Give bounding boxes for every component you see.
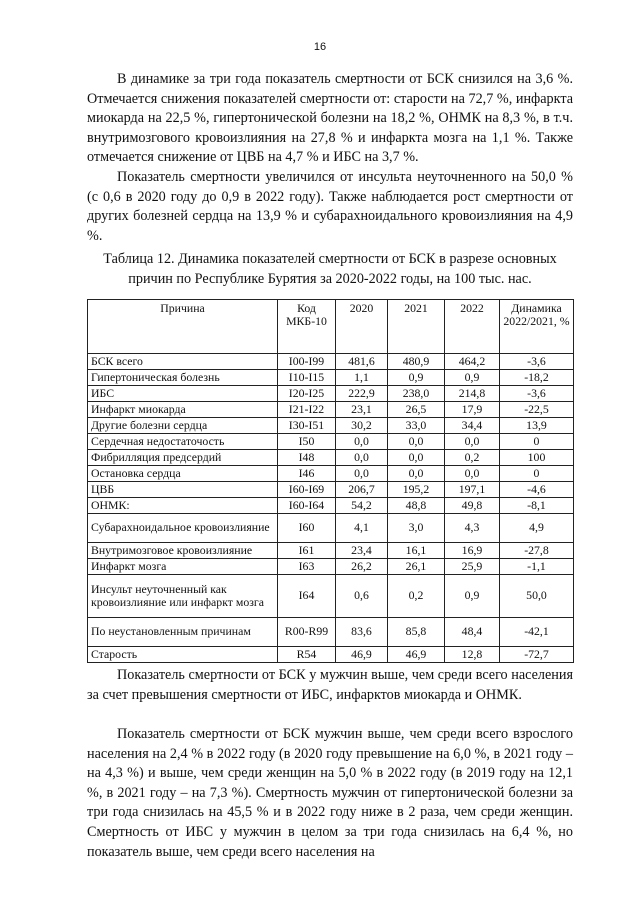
- cell-2022: 0,2: [445, 450, 500, 466]
- table-row: [88, 418, 574, 434]
- cell-icd-code: I60: [278, 514, 336, 543]
- cell-cause: Субарахноидальное кровоизлияние: [88, 514, 278, 543]
- cell-icd-code: I00-I99: [278, 354, 336, 370]
- cell-cause: ЦВБ: [88, 482, 278, 498]
- cell-2022: 464,2: [445, 354, 500, 370]
- table-row: [88, 450, 574, 466]
- cell-2021: 16,1: [388, 543, 445, 559]
- cell-cause: Остановка сердца: [88, 466, 278, 482]
- cell-2022: 16,9: [445, 543, 500, 559]
- cell-icd-code: I10-I15: [278, 370, 336, 386]
- table-row: [88, 514, 574, 543]
- paragraph-mortality-decrease: В динамике за три года показатель смертности от БСК снизился на 3,6 %. Отмечается снижения показателей смертности от: старости на 72,7 %, инфаркта миокарда на 22,5 %, гипертонической болезни на 18,2 %, ОНМК на 8,3 %, в т.ч. внутримозгового кровоизлияния на 27,8 % и инфаркта мозга на 1,1 %. Также отмечается снижение от ЦВБ на 4,7 % и ИБС на 3,7 %.: [87, 71, 573, 166]
- cell-cause: Внутримозговое кровоизлияние: [88, 543, 278, 559]
- table-row: [88, 559, 574, 575]
- table-row: [88, 543, 574, 559]
- paragraph-men-mortality: Показатель смертности от БСК у мужчин выше, чем среди всего населения за счет превышения смертности от ИБС, инфарктов миокарда и ОНМК.: [87, 667, 573, 703]
- cell-icd-code: R00-R99: [278, 618, 336, 647]
- table-row: [88, 402, 574, 418]
- cell-dynamics: 4,9: [500, 514, 574, 543]
- cell-icd-code: I63: [278, 559, 336, 575]
- cell-2020: 83,6: [336, 618, 388, 647]
- header-2022: 2022: [445, 300, 500, 354]
- cell-2021: 195,2: [388, 482, 445, 498]
- table-row: [88, 575, 574, 618]
- cell-2020: 23,4: [336, 543, 388, 559]
- cell-2020: 0,0: [336, 434, 388, 450]
- cell-2022: 0,9: [445, 370, 500, 386]
- cell-2022: 34,4: [445, 418, 500, 434]
- table-row: [88, 434, 574, 450]
- table-row: [88, 370, 574, 386]
- cell-dynamics: 13,9: [500, 418, 574, 434]
- cell-icd-code: I64: [278, 575, 336, 618]
- cell-2022: 12,8: [445, 647, 500, 663]
- cell-icd-code: I46: [278, 466, 336, 482]
- cell-2021: 238,0: [388, 386, 445, 402]
- cell-2022: 17,9: [445, 402, 500, 418]
- page-number: 16: [313, 41, 327, 53]
- cell-2021: 0,0: [388, 434, 445, 450]
- cell-2022: 0,0: [445, 434, 500, 450]
- header-dynamics: Динамика 2022/2021, %: [500, 300, 574, 354]
- cell-2021: 33,0: [388, 418, 445, 434]
- cell-icd-code: I61: [278, 543, 336, 559]
- table-row: [88, 647, 574, 663]
- table-row: [88, 466, 574, 482]
- cell-2020: 26,2: [336, 559, 388, 575]
- cell-2021: 0,9: [388, 370, 445, 386]
- cell-icd-code: I21-I22: [278, 402, 336, 418]
- cell-2020: 0,0: [336, 466, 388, 482]
- cell-cause: Сердечная недостаточость: [88, 434, 278, 450]
- cell-2021: 85,8: [388, 618, 445, 647]
- cell-2022: 4,3: [445, 514, 500, 543]
- cell-2020: 1,1: [336, 370, 388, 386]
- cell-2021: 48,8: [388, 498, 445, 514]
- cell-2022: 48,4: [445, 618, 500, 647]
- cell-icd-code: I60-I69: [278, 482, 336, 498]
- table-row: [88, 618, 574, 647]
- cell-2022: 197,1: [445, 482, 500, 498]
- cell-cause: Фибрилляция предсердий: [88, 450, 278, 466]
- cell-dynamics: -22,5: [500, 402, 574, 418]
- cell-2021: 0,2: [388, 575, 445, 618]
- cell-dynamics: -72,7: [500, 647, 574, 663]
- cell-2022: 49,8: [445, 498, 500, 514]
- cell-cause: ИБС: [88, 386, 278, 402]
- cell-icd-code: R54: [278, 647, 336, 663]
- cell-2020: 23,1: [336, 402, 388, 418]
- cell-2020: 0,6: [336, 575, 388, 618]
- cell-dynamics: -8,1: [500, 498, 574, 514]
- cell-2020: 481,6: [336, 354, 388, 370]
- table-row: [88, 482, 574, 498]
- cell-2022: 214,8: [445, 386, 500, 402]
- cell-cause: БСК всего: [88, 354, 278, 370]
- cell-dynamics: 0: [500, 434, 574, 450]
- cell-2020: 222,9: [336, 386, 388, 402]
- cell-2021: 26,5: [388, 402, 445, 418]
- paragraph-men-comparison: Показатель смертности от БСК мужчин выше, чем среди всего взрослого населения на 2,4 % в 2022 году (в 2020 году превышение на 6,0 %, в 2021 году – на 4,3 %) и выше, чем среди женщин на 5,0 % в 2022 году (в 2019 году на 12,1 %, в 2021 году – на 7,3 %). Смертность мужчин от гипертонической болезни за три года снизилась на 45,5 % и в 2022 году ниже в 2 раза, чем среди женщин. Смертность от ИБС у мужчин в целом за три года снизилась на 6,4 %, но показатель выше, чем среди всего населения на: [87, 726, 573, 860]
- cell-cause: По неустановленным причинам: [88, 618, 278, 647]
- cell-cause: Старость: [88, 647, 278, 663]
- cell-dynamics: -27,8: [500, 543, 574, 559]
- cell-2020: 4,1: [336, 514, 388, 543]
- cell-2021: 0,0: [388, 466, 445, 482]
- cell-cause: ОНМК:: [88, 498, 278, 514]
- cell-dynamics: 50,0: [500, 575, 574, 618]
- table-caption: Таблица 12. Динамика показателей смертности от БСК в разрезе основных причин по Республике Бурятия за 2020-2022 годы, на 100 тыс. нас.: [103, 251, 557, 287]
- cell-dynamics: 100: [500, 450, 574, 466]
- header-2021: 2021: [388, 300, 445, 354]
- cell-icd-code: I20-I25: [278, 386, 336, 402]
- cell-dynamics: -4,6: [500, 482, 574, 498]
- cell-2022: 0,9: [445, 575, 500, 618]
- cell-cause: Инсульт неуточненный как кровоизлияние или инфаркт мозга: [88, 575, 278, 618]
- table-row: [88, 386, 574, 402]
- cell-dynamics: -18,2: [500, 370, 574, 386]
- cell-2021: 46,9: [388, 647, 445, 663]
- cell-icd-code: I48: [278, 450, 336, 466]
- cell-dynamics: -1,1: [500, 559, 574, 575]
- cell-2020: 206,7: [336, 482, 388, 498]
- cell-2020: 0,0: [336, 450, 388, 466]
- table-row: [88, 498, 574, 514]
- cell-icd-code: I50: [278, 434, 336, 450]
- cell-dynamics: -42,1: [500, 618, 574, 647]
- paragraph-mortality-increase: Показатель смертности увеличился от инсульта неуточненного на 50,0 % (с 0,6 в 2020 году до 0,9 в 2022 году). Также наблюдается рост смертности от других болезней сердца на 13,9 % и субарахноидального кровоизлияния на 4,9 %.: [87, 169, 573, 244]
- cell-dynamics: -3,6: [500, 386, 574, 402]
- cell-icd-code: I30-I51: [278, 418, 336, 434]
- header-icd-code: Код МКБ-10: [278, 300, 336, 354]
- cell-2020: 54,2: [336, 498, 388, 514]
- cell-dynamics: -3,6: [500, 354, 574, 370]
- mortality-table: [87, 299, 574, 663]
- table-body: [88, 354, 574, 663]
- header-cause: Причина: [88, 300, 278, 354]
- cell-dynamics: 0: [500, 466, 574, 482]
- cell-cause: Инфаркт мозга: [88, 559, 278, 575]
- cell-2021: 26,1: [388, 559, 445, 575]
- cell-2021: 480,9: [388, 354, 445, 370]
- cell-2020: 46,9: [336, 647, 388, 663]
- cell-2020: 30,2: [336, 418, 388, 434]
- table-row: [88, 354, 574, 370]
- header-2020: 2020: [336, 300, 388, 354]
- table-header-row: [88, 300, 574, 354]
- cell-2022: 25,9: [445, 559, 500, 575]
- cell-cause: Гипертоническая болезнь: [88, 370, 278, 386]
- cell-cause: Другие болезни сердца: [88, 418, 278, 434]
- cell-icd-code: I60-I64: [278, 498, 336, 514]
- cell-2021: 0,0: [388, 450, 445, 466]
- cell-cause: Инфаркт миокарда: [88, 402, 278, 418]
- cell-2022: 0,0: [445, 466, 500, 482]
- cell-2021: 3,0: [388, 514, 445, 543]
